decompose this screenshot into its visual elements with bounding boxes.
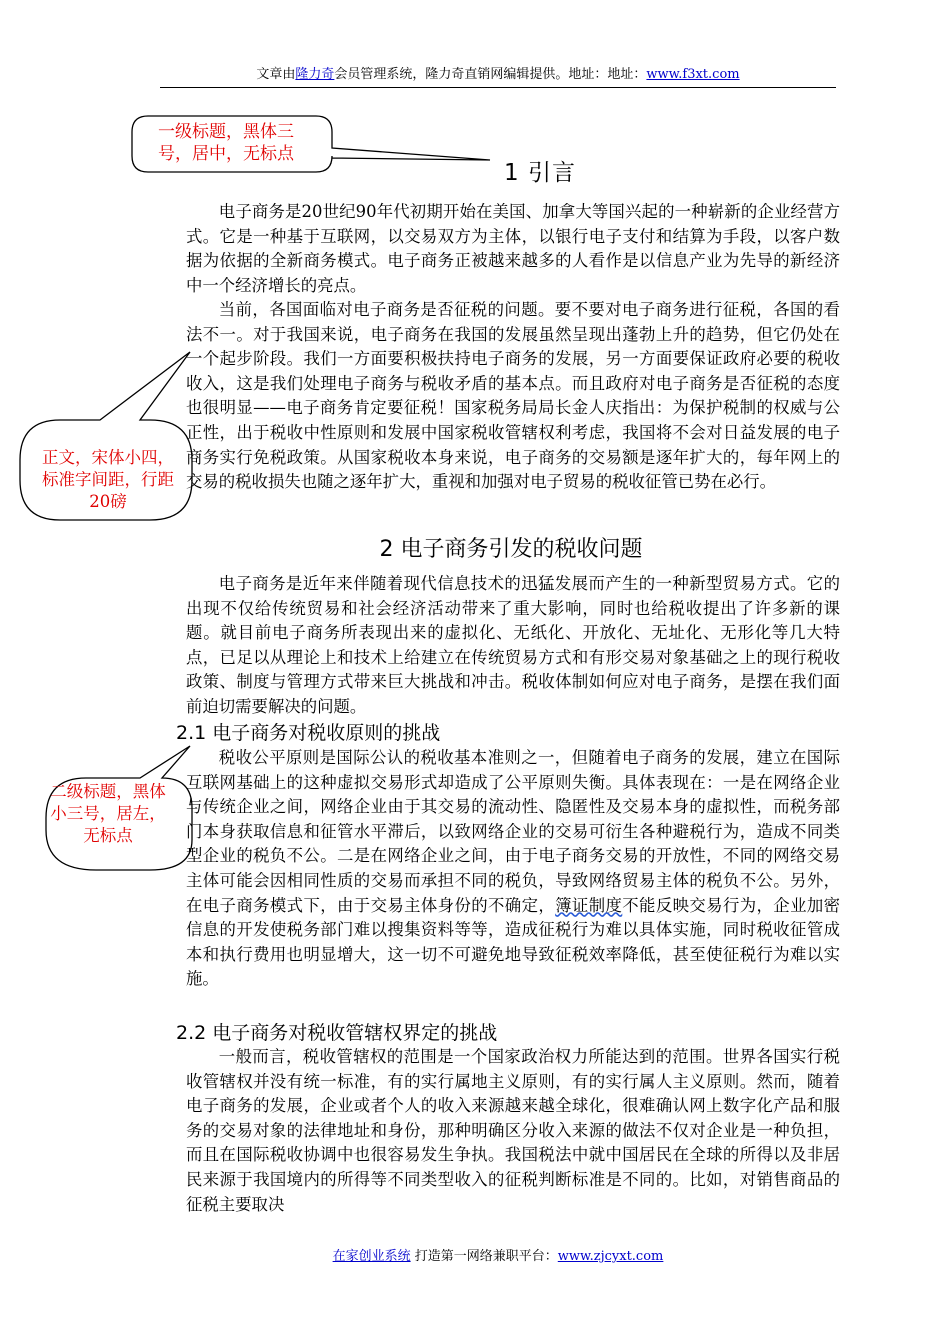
header-link-longliqi[interactable]: 隆力奇: [295, 67, 335, 82]
section2-1-text-c: 不能反映交易行为，企业加密信息的开发使税务部门难以搜集资料等等，造成征税行为难以具体实施，同时税收征管成本和执行费用也明显增大，这一切不可避免地导致征税效率降低，甚至使征税行为难以实施。: [186, 895, 841, 989]
section1-paragraph-1: 电子商务是20世纪90年代初期开始在美国、加拿大等国兴起的一种崭新的企业经营方式。它是一种基于互联网，以交易双方为主体，以银行电子支付和结算为手段，以客户数据为依据的全新商务模式。电子商务正被越来越多的人看作是以信息产业为先导的新经济中一个经济增长的亮点。: [186, 202, 840, 295]
section2-2-paragraph-1: 一般而言，税收管辖权的范围是一个国家政治权力所能达到的范围。世界各国实行税收管辖权并没有统一标准，有的实行属地主义原则，有的实行属人主义原则。然而，随着电子商务的发展，企业或者个人的收入来源越来越全球化，很难确认网上数字化产品和服务的交易对象的法律地址和身份，那种明确区分收入来源的做法不仅对企业是一种负担，而且在国际税收协调中也很容易发生争执。我国税法中就中国居民在全球的所得以及非居民来源于我国境内的所得等不同类型收入的征税判断标准是不同的。比如，对销售商品的征税主要取决: [186, 1047, 840, 1214]
callout-level1-text: 一级标题，黑体三号，居中，无标点: [158, 122, 294, 164]
section2-1-paragraph-1: [186, 746, 840, 992]
footer-link-url[interactable]: www.zjcyxt.com: [557, 1249, 664, 1264]
footer-middle-text: 打造第一网络兼职平台：: [410, 1249, 558, 1264]
section2-title: 2 电子商务引发的税收问题: [379, 537, 643, 562]
callout-level2-text: 二级标题，黑体小三号，居左，无标点: [50, 782, 166, 845]
header-prefix: 文章由: [256, 67, 296, 82]
header-link-url[interactable]: www.f3xt.com: [646, 67, 740, 82]
section1-paragraph-2: 当前，各国面临对电子商务是否征税的问题。要不要对电子商务进行征税，各国的看法不一。对于我国来说，电子商务在我国的发展虽然呈现出蓬勃上升的趋势，但它仍处在一个起步阶段。我们一方面要积极扶持电子商务的发展，另一方面要保证政府必要的税收收入，这是我们处理电子商务与税收矛盾的基本点。而且政府对电子商务是否征税的态度也很明显——电子商务肯定要征税！国家税务局局长金人庆指出：为保护税制的权威与公正性，出于税收中性原则和发展中国家税收管辖权利考虑，我国将不会对日益发展的电子商务实行免税政策。从国家税收本身来说，电子商务的交易额是逐年扩大的，每年网上的交易的税收损失也随之逐年扩大，重视和加强对电子贸易的税收征管已势在必行。: [186, 300, 840, 492]
header-middle-text: 会员管理系统，隆力奇直销网编辑提供。地址：地址：: [334, 67, 647, 82]
section2-paragraph-1: 电子商务是近年来伴随着现代信息技术的迅猛发展而产生的一种新型贸易方式。它的出现不仅给传统贸易和社会经济活动带来了重大影响，同时也给税收提出了许多新的课题。就目前电子商务所表现出来的虚拟化、无纸化、开放化、无址化、无形化等几大特点，已足以从理论上和技术上给建立在传统贸易方式和有形交易对象基础之上的现行税收政策、制度与管理方式带来巨大挑战和冲击。税收体制如何应对电子商务，是摆在我们面前迫切需要解决的问题。: [186, 574, 840, 716]
section2-2-title: 2.2 电子商务对税收管辖权界定的挑战: [176, 1022, 498, 1044]
spellcheck-underlined-term: 簿证制度: [555, 895, 623, 915]
section2-1-title: 2.1 电子商务对税收原则的挑战: [176, 722, 441, 744]
page-footer: [160, 1248, 836, 1266]
section2-1-text-a: 税收公平原则是国际公认的税收基本准则之一，但随着电子商务的发展，建立在国际互联网基础上的这种虚拟交易形式却造成了公平原则失衡。具体表现在：一是在网络企业与传统企业之间，网络企业由于其交易的流动性、隐匿性及交易本身的虚拟性，而税务部门本身获取信息和征管水平滞后，以致网络企业的交易可衍生各种避税行为，造成不同类型企业的税负不公。二是在网络企业之间，由于电子商务交易的开放性，不同的网络交易主体可能会因相同性质的交易而承担不同的税负，导致网络贸易主体的税负不公。另外，在电子商务模式下，由于交易主体身份的不确定，: [186, 748, 840, 915]
callout-body-text: 正文，宋体小四，标准字间距，行距20磅: [42, 448, 174, 511]
section1-title: 1 引言: [504, 160, 576, 186]
footer-link-system[interactable]: 在家创业系统: [332, 1249, 411, 1264]
